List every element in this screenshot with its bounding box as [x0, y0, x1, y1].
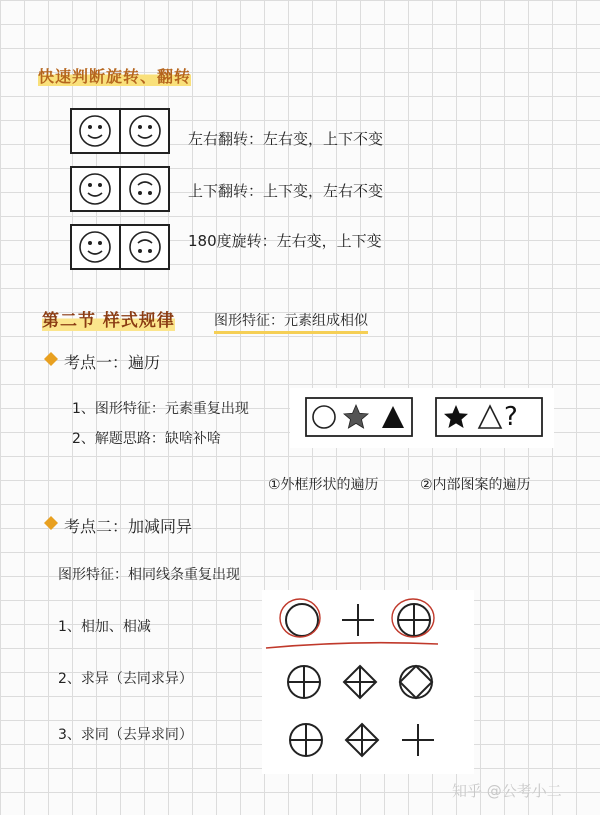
face-box-row-1	[70, 108, 170, 154]
face-box-row-2	[70, 166, 170, 212]
circle-figure-icon	[286, 604, 318, 636]
diamond-cross-figure-icon	[344, 666, 376, 698]
point1-title: 考点一：遍历	[64, 353, 161, 372]
rotate-180-text: 180度旋转：左右变，上下变	[188, 232, 382, 250]
face-box-row-3	[70, 224, 170, 270]
point2-title: 考点二：加减同异	[64, 517, 193, 536]
traversal-panel	[290, 388, 554, 448]
point2-item-3: 3、求同（去异求同）	[58, 727, 193, 743]
watermark: 知乎 @公考小二	[452, 782, 562, 800]
question-mark: ?	[504, 402, 518, 432]
section2-feature: 图形特征：元素组成相似	[214, 310, 368, 334]
point1-item-1: 1、图形特征：元素重复出现	[72, 401, 249, 417]
flip-ud-text: 上下翻转：上下变，左右不变	[188, 182, 384, 200]
section2-title: 第二节 样式规律	[42, 306, 175, 331]
add-subtract-figures	[262, 590, 474, 774]
circle-cross-figure-icon	[398, 604, 430, 636]
circle-diamond-figure-icon	[400, 666, 432, 698]
diamond-bullet-icon	[44, 352, 58, 366]
circle-cross-figure-icon	[288, 666, 320, 698]
plus-figure-icon	[402, 724, 434, 756]
point2-item-1: 1、相加、相减	[58, 619, 151, 635]
diamond-cross-figure-icon	[346, 724, 378, 756]
point1-item-2: 2、解题思路：缺啥补啥	[72, 431, 221, 447]
caption-outer-frame: ①外框形状的遍历	[268, 477, 379, 493]
plus-figure-icon	[342, 604, 374, 636]
point2-feature: 图形特征：相同线条重复出现	[58, 567, 240, 583]
point2-item-2: 2、求异（去同求异）	[58, 671, 193, 687]
red-underline-mark	[266, 643, 438, 648]
section1-title: 快速判断旋转、翻转	[38, 64, 191, 87]
caption-inner-pattern: ②内部图案的遍历	[420, 477, 531, 493]
flip-lr-text: 左右翻转：左右变，上下不变	[188, 130, 384, 148]
diamond-bullet-icon	[44, 516, 58, 530]
circle-cross-figure-icon	[290, 724, 322, 756]
